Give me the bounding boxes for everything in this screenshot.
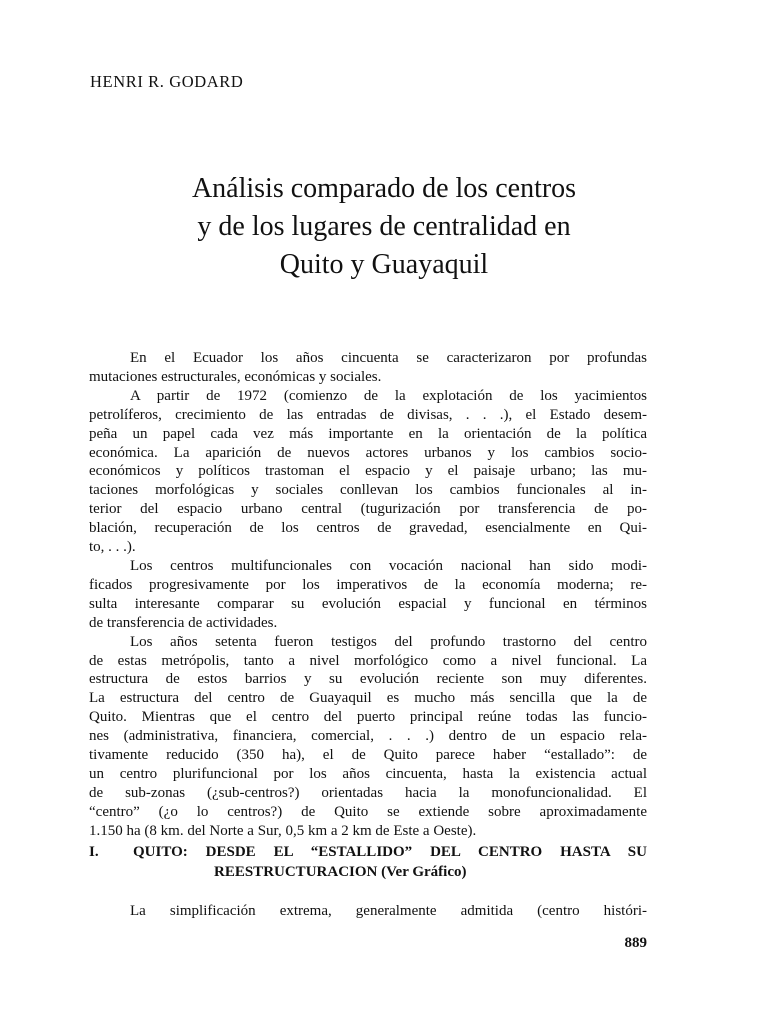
text-line: sulta interesante comparar su evolución espacial y funcional en términos: [89, 595, 647, 612]
title-line-2: y de los lugares de centralidad en: [197, 211, 571, 242]
text-line: blación, recuperación de los centros de gravedad, esencialmente en Qui-: [89, 520, 647, 537]
section-number: I.: [89, 844, 99, 860]
text-line: mutaciones estructurales, económicas y sociales.: [89, 368, 382, 385]
text-line: “centro” (¿o lo centros?) de Quito se extiende sobre aproximadamente: [89, 803, 647, 820]
text-line: A partir de 1972 (comienzo de la explotación de los yacimientos: [130, 387, 647, 404]
text-line: económica. La aparición de nuevos actores urbanos y los cambios socio-: [89, 444, 647, 461]
text-line: En el Ecuador los años cincuenta se caracterizaron por profundas: [130, 350, 647, 366]
text-line: terior del espacio urbano central (tugurización por transferencia de po-: [89, 501, 647, 518]
title-line-3: Quito y Guayaquil: [279, 249, 489, 280]
text-line: La simplificación extrema, generalmente admitida (centro históri-: [130, 903, 647, 919]
text-line: de sub-zonas (¿sub-centros?) orientadas hacia la monofuncionalidad. El: [89, 784, 647, 801]
text-line: peña un papel cada vez más importante en la orientación de la política: [89, 425, 647, 442]
text-line: Los años setenta fueron testigos del profundo trastorno del centro: [130, 633, 647, 650]
section-heading-line-1: QUITO: DESDE EL “ESTALLIDO” DEL CENTRO HASTA SU: [133, 844, 647, 860]
text-line: petrolíferos, crecimiento de las entradas de divisas, . . .), el Estado desem-: [89, 406, 647, 423]
text-line: de estas metrópolis, tanto a nivel morfológico como a nivel funcional. La: [89, 652, 647, 669]
text-line: Los centros multifuncionales con vocación nacional han sido modi-: [130, 557, 647, 574]
paragraph-4: [89, 633, 647, 841]
text-line: to, . . .).: [89, 539, 136, 556]
section-body: [89, 902, 647, 921]
page-number: 889: [624, 935, 647, 951]
article-body: [89, 349, 647, 841]
text-line: tivamente reducido (350 ha), el de Quito parece haber “estallado”: de: [89, 747, 647, 764]
text-line: La estructura del centro de Guayaquil es mucho más sencilla que la de: [89, 690, 647, 707]
text-line: de transferencia de actividades.: [89, 614, 278, 631]
text-line: económicos y políticos trastoman el espacio y el paisaje urbano; las mu-: [89, 463, 647, 480]
text-line: un centro plurifuncional por los años cincuenta, hasta la existencia actual: [89, 765, 647, 782]
text-line: ficados progresivamente por los imperativos de la economía moderna; re-: [89, 576, 647, 593]
text-line: taciones morfológicas y sociales conllevan los cambios funcionales al in-: [89, 482, 647, 499]
text-line: 1.150 ha (8 km. del Norte a Sur, 0,5 km a 2 km de Este a Oeste).: [89, 822, 477, 839]
paragraph-1: [89, 349, 647, 387]
section-heading-line-2: REESTRUCTURACION (Ver Gráfico): [214, 864, 467, 880]
paragraph-2: [89, 387, 647, 557]
text-line: Quito. Mientras que el centro del puerto principal reúne todas las funcio-: [89, 709, 647, 726]
title-line-1: Análisis comparado de los centros: [191, 173, 577, 204]
text-line: nes (administrativa, financiera, comercial, . . .) dentro de un espacio rela-: [89, 728, 647, 745]
author-name: HENRI R. GODARD: [90, 72, 244, 91]
text-line: estructura de estos barrios y su evolución reciente son muy diferentes.: [89, 671, 647, 688]
paragraph-3: [89, 557, 647, 633]
article-title: [90, 170, 678, 284]
